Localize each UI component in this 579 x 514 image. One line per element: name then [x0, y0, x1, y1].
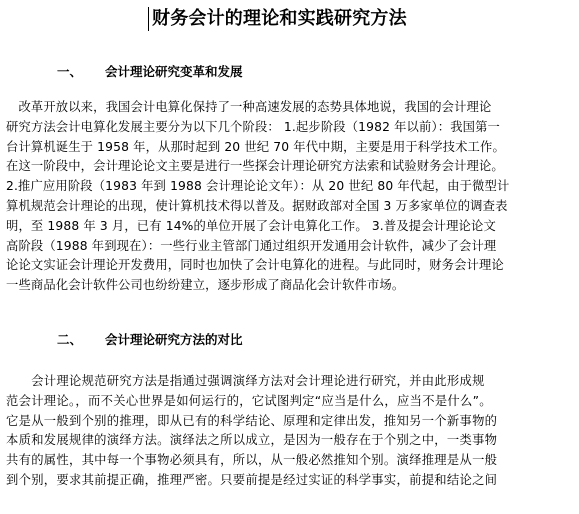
paragraph-line: 会计理论规范研究方法是指通过强调演绎方法对会计理论进行研究，并由此形成规: [6, 374, 485, 388]
section-heading-1: [57, 62, 243, 82]
paragraph-line: 高阶段（1988 年到现在）：一些行业主管部门通过组织开发通用会计软件，减少了会计理: [6, 238, 497, 253]
paragraph-line: 它是从一般到个别的推理，即从已有的科学结论、原理和定律出发，推知另一个新事物的: [6, 413, 498, 428]
paragraph-line: 研究方法会计电算化发展主要分为以下几个阶段： 1.起步阶段（1982 年以前）：我国第一: [6, 119, 500, 134]
paragraph-line: 台计算机诞生于 1958 年，从那时起到 20 世纪 70 年代中期，主要是用于科学技术工作。: [6, 139, 505, 154]
section-number-1: 一、: [57, 64, 83, 79]
text-cursor: [148, 7, 149, 31]
section-1-paragraph: [6, 98, 566, 296]
paragraph-line: 本质和发展规律的演绎方法。演绎法之所以成立，是因为一般存在于个别之中，一类事物: [6, 433, 498, 448]
section-heading-text-1: 会计理论研究变革和发展: [105, 64, 243, 79]
paragraph-line: 改革开放以来，我国会计电算化保持了一种高速发展的态势具体地说，我国的会计理论: [6, 100, 492, 114]
paragraph-line: 论论文实证会计理论开发费用，同时也加快了会计电算化的进程。与此同时，财务会计理论: [6, 258, 504, 273]
paragraph-line: 到个别，要求其前提正确，推理严密。只要前提是经过实证的科学事实，前提和结论之间: [6, 472, 498, 487]
paragraph-line: 算机规范会计理论的出现，使计算机技术得以普及。据财政部对全国 3 万多家单位的调查表: [6, 198, 508, 213]
paragraph-line: 在这一阶段中，会计理论论文主要是进行一些探会计理论研究方法索和试验财务会计理论。: [6, 159, 504, 174]
section-heading-text-2: 会计理论研究方法的对比: [105, 332, 243, 347]
paragraph-line: 2.推广应用阶段（1983 年到 1988 会计理论论文年）：从 20 世纪 80 年代起，由于微型计: [6, 179, 510, 194]
section-2-paragraph: [6, 372, 566, 491]
paragraph-line: 一些商品化会计软件公司也纷纷建立，逐步形成了商品化会计软件市场。: [6, 278, 405, 293]
section-number-2: 二、: [57, 332, 83, 347]
section-heading-2: [57, 330, 243, 350]
paragraph-line: 范会计理论。，而不关心世界是如何运行的，它试图判定“应当是什么，应当不是什么”。: [6, 393, 492, 408]
paragraph-line: 共有的属性，其中每一个事物必须具有，所以，从一般必然推知个别。演绎推理是从一般: [6, 453, 498, 468]
paragraph-line: 明，至 1988 年 3 月，已有 14%的单位开展了会计电算化工作。 3.普及提会计理论论文: [6, 218, 496, 233]
document-title: 财务会计的理论和实践研究方法: [152, 8, 407, 29]
